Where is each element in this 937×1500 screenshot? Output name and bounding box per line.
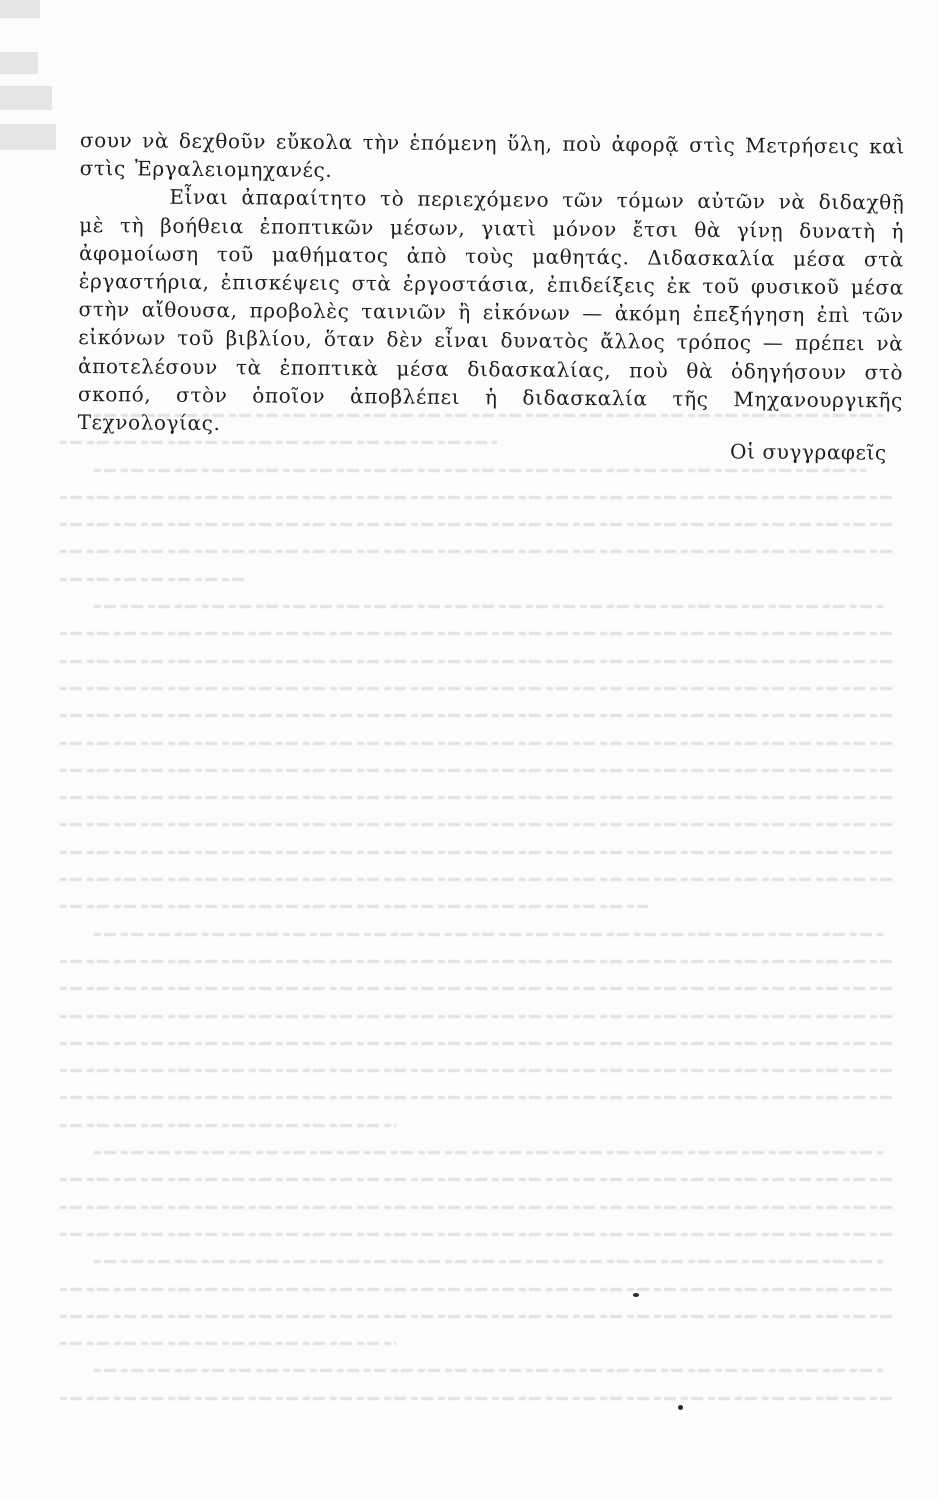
paragraph-visual-aids: Εἶναι ἀπαραίτητο τὸ περιεχόμενο τῶν τόμων αὐτῶν νὰ διδαχθῇ μὲ τὴ βοήθεια ἐποπτικῶν μέσων, γιατὶ μόνον ἔτσι θὰ γίνῃ δυνατὴ ἡ ἀφομοίωση τοῦ μαθήματος ἀπὸ τοὺς μαθητάς. Διδασκαλία μέσα στὰ ἐργαστήρια, ἐπισκέψεις στὰ ἐργοστάσια, ἐπιδείξεις ἐκ τοῦ φυσικοῦ μέσα στὴν αἴθουσα, προβολὲς ταινιῶν ἢ εἰκόνων — ἀκόμη ἐπεξήγηση ἐπὶ τῶν εἰκόνων τοῦ βιβλίου, ὅταν δὲν εἶναι δυνατὸς ἄλλος τρόπος — πρέπει νὰ ἀποτελέσουν τὰ ἐποπτικὰ μέσα διδασκαλίας, ποὺ θὰ ὁδηγήσουν στὸ σκοπό, στὸν ὁποῖον ἀποβλέπει ἡ διδασκαλία τῆς Μηχανουργικῆς Τεχνολογίας. xyxy=(77,185,905,436)
authors-signature: Οἱ συγγραφεῖς xyxy=(730,439,888,465)
ink-speck xyxy=(633,1293,639,1297)
ink-speck xyxy=(678,1405,683,1410)
paragraph-continued: σουν νὰ δεχθοῦν εὔκολα τὴν ἑπόμενη ὕλη, ποὺ ἀφορᾷ στὶς Μετρήσεις καὶ στὶς Ἐργαλειομηχανές. xyxy=(79,127,905,183)
adjacent-page-edge xyxy=(0,0,60,160)
show-through-text xyxy=(60,414,900,1424)
body-text xyxy=(78,126,905,443)
